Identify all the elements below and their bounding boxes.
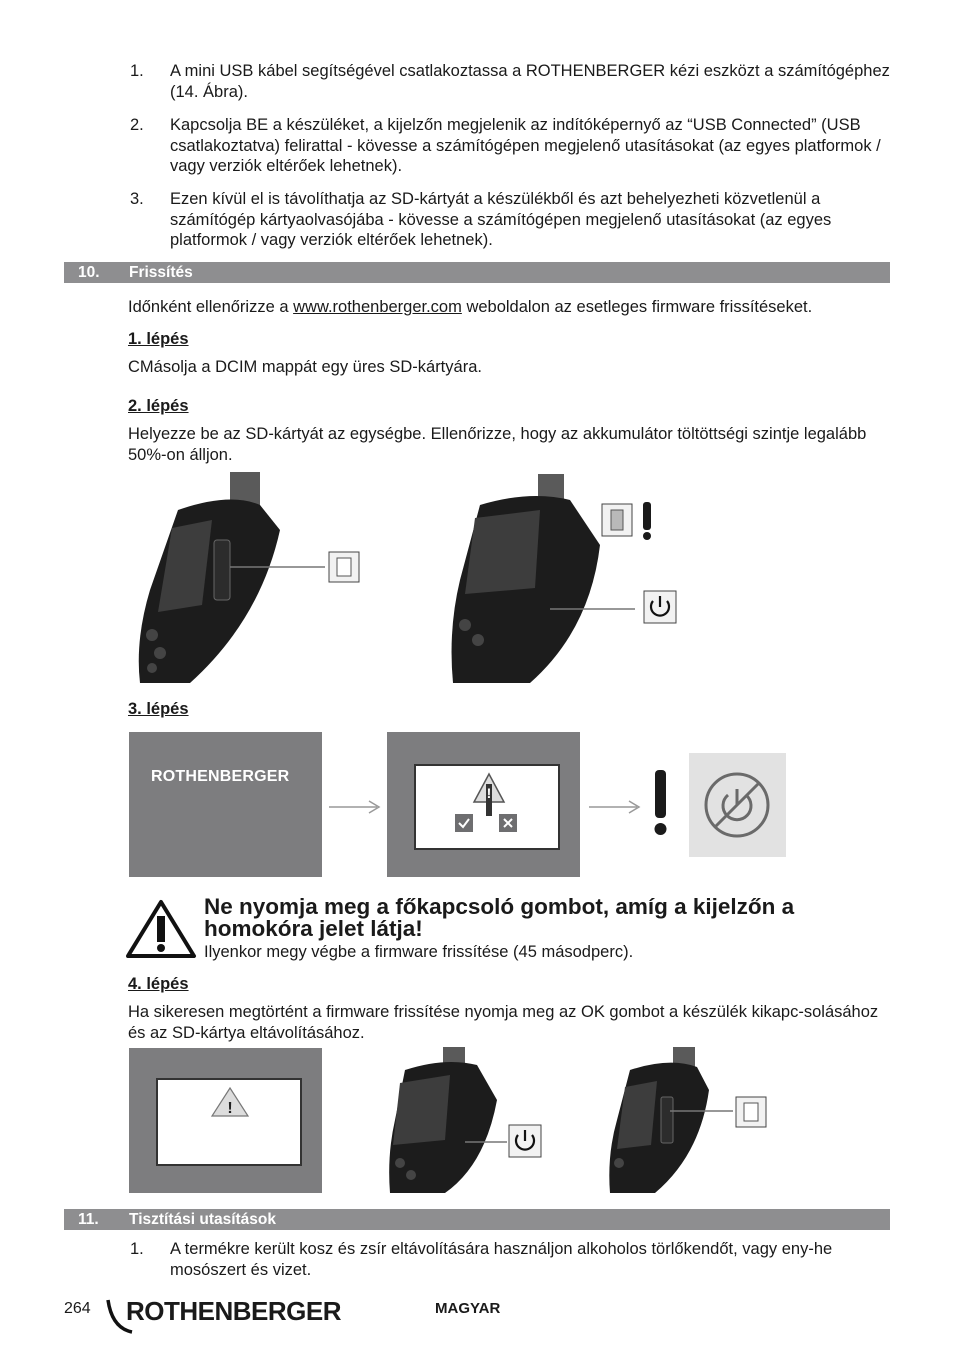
arrow-right-icon: [325, 795, 385, 815]
update-done-screen: [129, 1048, 322, 1193]
intro-text-before: Időnként ellenőrizze a: [128, 298, 294, 316]
device-button: [146, 629, 158, 641]
inspection-device-side: [139, 472, 280, 683]
exclamation-icon: [643, 502, 651, 540]
no-power-icon: [689, 753, 786, 857]
arrow-right-icon: [585, 795, 645, 815]
done-dialog: [156, 1078, 302, 1166]
step-2-text: Helyezze be az SD-kártyát az egységbe. Ellenőrizze, hogy az akkumulátor töltöttségi szintje legalább 50%-on álljon.: [128, 425, 867, 464]
power-icon: [509, 1125, 541, 1157]
brand-name: ROTHENBERGER: [126, 1296, 342, 1326]
step-4-sd-illustration: [605, 1045, 775, 1195]
cleaning-text: A termékre került kosz és zsír eltávolítására használjon alkoholos törlőkendőt, vagy eny-he mosószert és vizet.: [170, 1240, 833, 1279]
warning-triangle-icon: [210, 1086, 250, 1118]
check-icon: [455, 814, 473, 832]
device-button: [459, 619, 471, 631]
exclamation-icon: [650, 768, 672, 840]
cleaning-number: 1.: [130, 1240, 144, 1258]
sd-card-icon: [736, 1097, 766, 1127]
step-4-label: 4. lépés: [128, 975, 189, 993]
boot-screen: [129, 732, 322, 877]
list-number-2: 2.: [130, 116, 144, 134]
list-item-1: A mini USB kábel segítségével csatlakoztassa a ROTHENBERGER kézi eszközt a számítógéphez (14. Ábra).: [170, 62, 890, 101]
sd-slot: [214, 540, 230, 600]
step-4-power-illustration: [385, 1045, 565, 1195]
step-2-label: 2. lépés: [128, 397, 189, 415]
step-2-illustration: [130, 470, 690, 685]
language-label: MAGYAR: [435, 1300, 501, 1317]
inspection-device-front: [389, 1047, 497, 1193]
sd-card-icon: [329, 552, 359, 582]
battery-icon: [602, 504, 632, 536]
list-number-3: 3.: [130, 190, 144, 208]
inspection-device-front: [452, 474, 600, 683]
device-button: [154, 647, 166, 659]
website-link[interactable]: www.rothenberger.com: [293, 298, 462, 316]
list-item-2: Kapcsolja BE a készüléket, a kijelzőn megjelenik az indítóképernyő az “USB Connected” (USB csatlakoztatva) felirattal - kövesse a számítógépen megjelenő utasításokat (az egyes platformok / vagy verziók eltérőek lehetnek).: [170, 116, 881, 175]
step-1-label: 1. lépés: [128, 330, 189, 348]
update-dialog: [414, 764, 560, 850]
list-number-1: 1.: [130, 62, 144, 80]
step-1-text: CMásolja a DCIM mappát egy üres SD-kártyára.: [128, 358, 482, 376]
warning-text: Ilyenkor megy végbe a firmware frissítése (45 másodperc).: [204, 943, 634, 961]
inspection-device-side: [609, 1047, 709, 1193]
step-3-label: 3. lépés: [128, 700, 189, 718]
hourglass-warning-icon: [472, 770, 506, 816]
device-button: [472, 634, 484, 646]
device-screen: [465, 510, 540, 594]
step-4-text: Ha sikeresen megtörtént a firmware frissítése nyomja meg az OK gombot a készülék kikapc-solásához és az SD-kártya eltávolításához.: [128, 1003, 879, 1042]
section-header-11: [64, 1209, 890, 1230]
section-title: Tisztítási utasítások: [129, 1211, 277, 1228]
update-intro: [128, 297, 898, 318]
section-header-10: [64, 262, 890, 283]
svg-text:!: !: [486, 785, 492, 801]
svg-text:!: !: [227, 1100, 233, 1117]
power-icon: [644, 591, 676, 623]
warning-triangle-icon: [126, 898, 198, 960]
boot-screen-brand: ROTHENBERGER: [151, 768, 290, 785]
close-icon: [499, 814, 517, 832]
update-screen: [387, 732, 580, 877]
section-number: 10.: [78, 264, 100, 281]
page-number: 264: [64, 1300, 91, 1317]
list-item-3: Ezen kívül el is távolíthatja az SD-kártyát a készülékből és azt behelyezheti közvetlenül a számítógép kártyaolvasójába - kövesse a számítógépen megjelenő utasításokat (az egyes platformok / vagy verziók eltérőek lehetnek).: [170, 190, 832, 249]
section-title: Frissítés: [129, 264, 193, 281]
section-number: 11.: [78, 1211, 99, 1228]
intro-text-after: weboldalon az esetleges firmware frissítéseket.: [461, 298, 813, 316]
device-button: [147, 663, 157, 673]
warning-title: Ne nyomja meg a főkapcsoló gombot, amíg a kijelzőn a homokóra jelet látja!: [204, 894, 795, 941]
